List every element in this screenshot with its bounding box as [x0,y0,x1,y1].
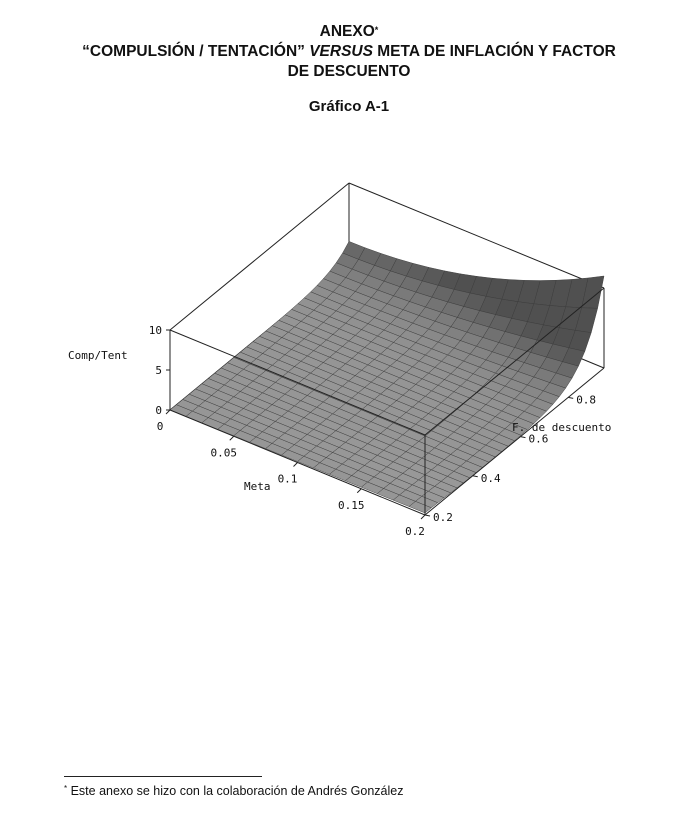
z-tick-label: 0 [155,404,162,417]
y-tick-mark [568,397,573,398]
x-tick-mark [294,463,298,467]
x-tick-label: 0.15 [338,498,365,512]
footnote-divider [64,776,262,777]
z-tick-label: 10 [148,324,162,337]
x-tick-mark [357,489,361,493]
y-tick-mark [425,515,430,516]
x-axis-label: Meta [244,480,271,493]
y-tick-label: 0.2 [433,511,453,524]
figure-label: Gráfico A-1 [308,98,390,115]
annex-title-block [0,22,698,82]
y-tick-label: 0.4 [480,471,501,485]
x-tick-mark [230,436,234,440]
annex-main-title-line3: DE DESCUENTO [287,63,411,80]
annex-title: ANEXO* [319,23,379,40]
y-axis-label: F. de descuento [512,421,612,434]
y-tick-mark [520,437,525,438]
y-tick-mark [473,476,478,477]
annex-main-title: “COMPULSIÓN / TENTACIÓN” VERSUS META DE INFLACIÓN Y FACTOR [82,43,616,60]
z-axis-label: Comp/Tent [68,349,128,362]
z-tick-label: 5 [155,364,162,377]
x-tick-mark [421,515,425,519]
surface-mesh [170,241,604,513]
x-tick-label: 0.2 [405,525,425,538]
y-tick-label: 0.6 [528,432,549,446]
y-tick-label: 0.8 [576,393,597,407]
x-tick-label: 0.05 [210,446,237,460]
surface-plot [0,150,698,540]
x-tick-label: 0 [156,420,164,433]
x-tick-mark [166,410,170,414]
footnote: * Este anexo se hizo con la colaboración de Andrés González [64,784,404,798]
x-tick-label: 0.1 [277,472,298,486]
